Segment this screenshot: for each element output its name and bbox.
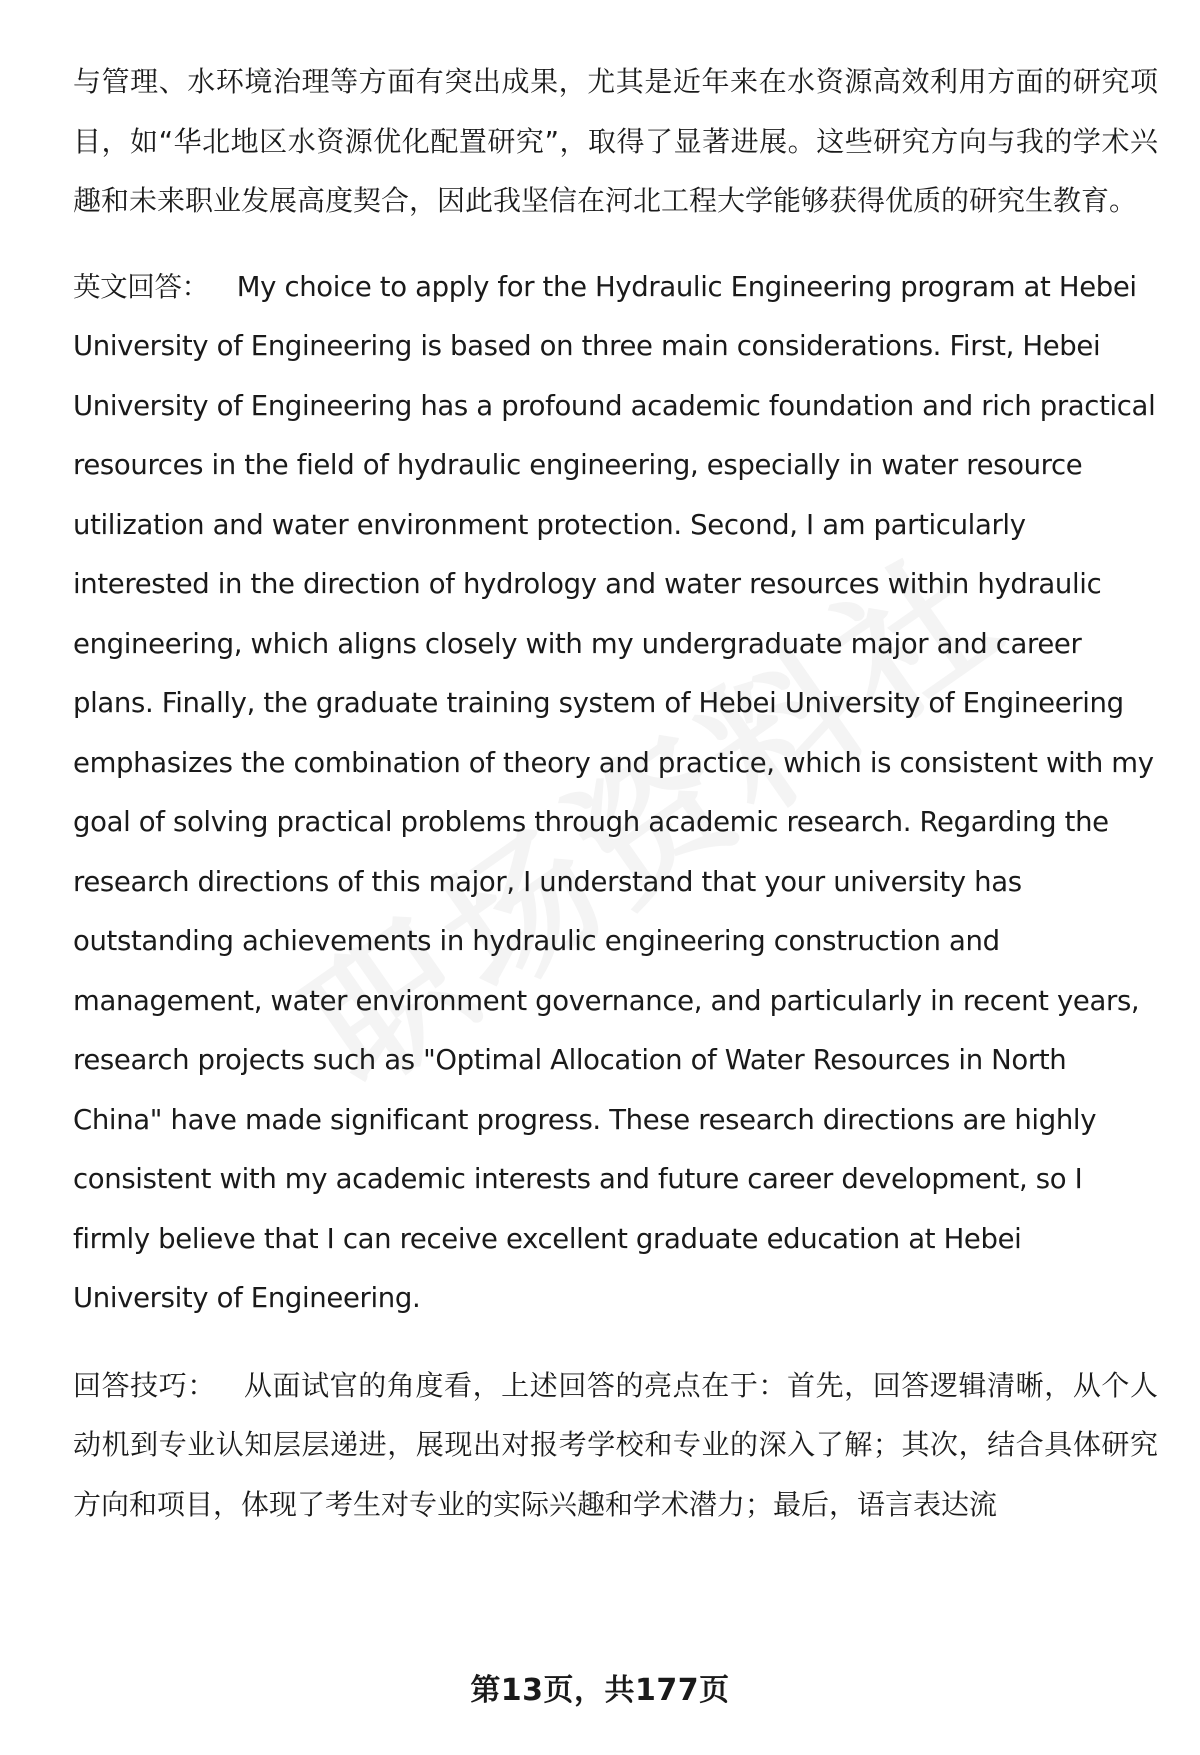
intro-continuation-paragraph: 与管理、水环境治理等方面有突出成果，尤其是近年来在水资源高效利用方面的研究项目，如“华北地区水资源优化配置研究”，取得了显著进展。这些研究方向与我的学术兴趣和未来职业发展高度契合，因此我坚信在河北工程大学能够获得优质的研究生教育。 bbox=[73, 65, 1158, 217]
tips-paragraph bbox=[73, 1356, 1158, 1535]
page-indicator: 第13页，共177页 bbox=[470, 1673, 730, 1708]
english-answer-text: My choice to apply for the Hydraulic Engineering program at Hebei University of Engineering is based on three main considerations. First, Hebei University of Engineering has a profound academic foundation and rich practical resources in the field of hydraulic engineering, especially in water resource utilization and water environment protection. Second, I am particularly interested in the direction of hydrology and water resources within hydraulic engineering, which aligns closely with my undergraduate major and career plans. Finally, the graduate training system of Hebei University of Engineering emphasizes the combination of theory and practice, which is consistent with my goal of solving practical problems through academic research. Regarding the research directions of this major, I understand that your university has outstanding achievements in hydraulic engineering construction and management, water environment governance, and particularly in recent years, research projects such as "Optimal Allocation of Water Resources in North China" have made significant progress. These research directions are highly consistent with my academic interests and future career development, so I firmly believe that I can receive excellent graduate education at Hebei University of Engineering. bbox=[73, 270, 1156, 1314]
english-answer-label: 英文回答： bbox=[73, 270, 209, 303]
english-answer-paragraph bbox=[73, 258, 1158, 1329]
tips-label: 回答技巧： bbox=[73, 1368, 216, 1402]
document-body bbox=[73, 52, 1158, 1534]
tips-text: 从面试官的角度看，上述回答的亮点在于：首先，回答逻辑清晰，从个人动机到专业认知层层递进，展现出对报考学校和专业的深入了解；其次，结合具体研究方向和项目，体现了考生对专业的实际兴趣和学术潜力；最后，语言表达流 bbox=[73, 1368, 1158, 1521]
